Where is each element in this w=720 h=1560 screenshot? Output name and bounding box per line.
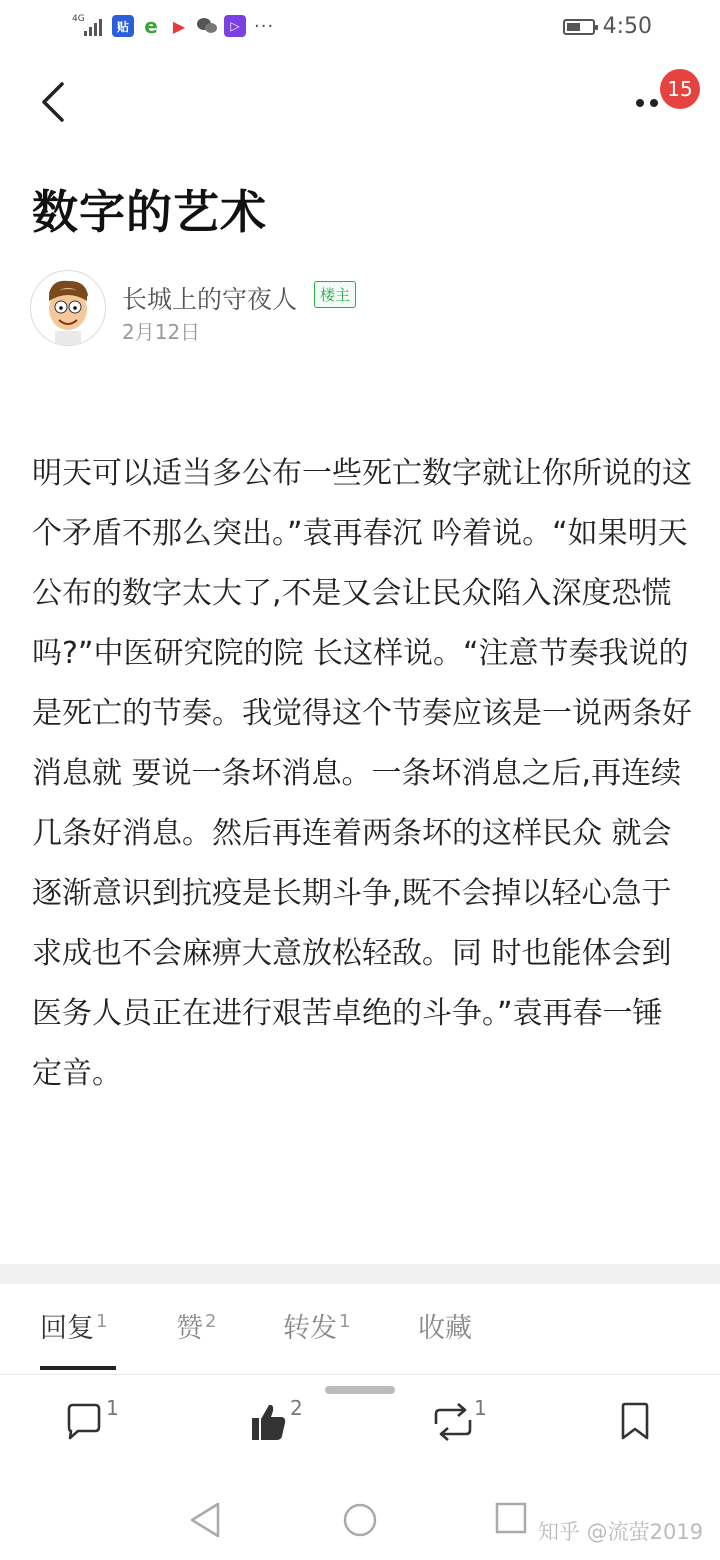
op-badge: 楼主 <box>314 281 356 308</box>
repost-count: 1 <box>474 1396 487 1420</box>
post-date: 2月12日 <box>122 320 201 344</box>
tab-favorites[interactable]: 收藏 <box>418 1313 472 1344</box>
video-icon: ▶ <box>172 16 186 36</box>
tab-reposts[interactable]: 转发 $^1$ <box>283 1311 351 1344</box>
post-body: 明天可以适当多公布一些死亡数字就让你所说的这个矛盾不那么突出。”袁再春沉 吟着说。“如果明天公布的数字太大了,不是又会让民众陷入深度恐慌吗?”中医研究院的院 长这样说。“注意节奏我说的是死亡的节奏。我觉得这个节奏应该是一说两条好消息就 要说一条坏消息。一条坏消息之后,再连续几条好消息。然后再连着两条坏的这样民众 就会逐渐意识到抗疫是长期斗争,既不会掉以轻心急于求成也不会麻痹大意放松轻敌。同 时也能体会到医务人员正在进行艰苦卓绝的斗争。”袁再春一锤定音。 <box>32 456 692 1091</box>
nav-recents-button[interactable] <box>490 1498 534 1542</box>
like-count: 2 <box>290 1396 303 1420</box>
tab-replies[interactable]: 回复 $^1$ <box>40 1311 108 1344</box>
circle-home-icon <box>338 1498 382 1542</box>
interaction-tabs <box>0 1296 720 1375</box>
back-button[interactable] <box>32 78 76 126</box>
repost-icon <box>430 1400 476 1444</box>
wechat-icon <box>196 15 218 37</box>
status-bar <box>0 0 720 56</box>
tieba-icon: 贴 <box>112 15 134 37</box>
nav-back-button[interactable] <box>184 1498 228 1542</box>
bookmark-button[interactable] <box>616 1400 676 1450</box>
comment-icon <box>64 1400 104 1444</box>
status-left <box>72 14 274 38</box>
avatar[interactable] <box>30 270 106 346</box>
clock: 4:50 <box>602 14 652 39</box>
author-name[interactable]: 长城上的守夜人 <box>122 285 298 314</box>
cartoon-face-icon <box>31 271 105 345</box>
author-row[interactable] <box>30 270 630 346</box>
comment-button[interactable] <box>64 1396 124 1450</box>
nav-home-button[interactable] <box>338 1498 382 1542</box>
triangle-back-icon <box>184 1498 228 1542</box>
browser-icon: e <box>144 14 158 38</box>
thumbs-up-icon <box>248 1400 288 1444</box>
watermark: 知乎 @流萤2019 <box>538 1520 704 1544</box>
like-button[interactable] <box>248 1396 308 1450</box>
battery-icon <box>563 19 595 35</box>
comment-count: 1 <box>106 1396 119 1420</box>
status-right <box>563 14 652 39</box>
bookmark-icon <box>616 1400 656 1444</box>
section-divider <box>0 1264 720 1284</box>
network-label: 4G <box>72 14 85 24</box>
signal-icon <box>72 14 106 38</box>
more-notifications-icon: ··· <box>254 15 275 37</box>
tab-likes[interactable]: 赞 $^2$ <box>176 1311 217 1344</box>
media-icon: ▷ <box>224 15 246 37</box>
chevron-left-icon <box>32 78 76 126</box>
post-title: 数字的艺术 <box>32 185 267 239</box>
square-recents-icon <box>490 1498 534 1542</box>
drag-handle[interactable] <box>325 1386 395 1394</box>
repost-button[interactable] <box>430 1396 490 1450</box>
active-tab-indicator <box>40 1366 116 1370</box>
action-bar <box>0 1396 720 1460</box>
notification-badge[interactable]: 15 <box>660 69 700 109</box>
